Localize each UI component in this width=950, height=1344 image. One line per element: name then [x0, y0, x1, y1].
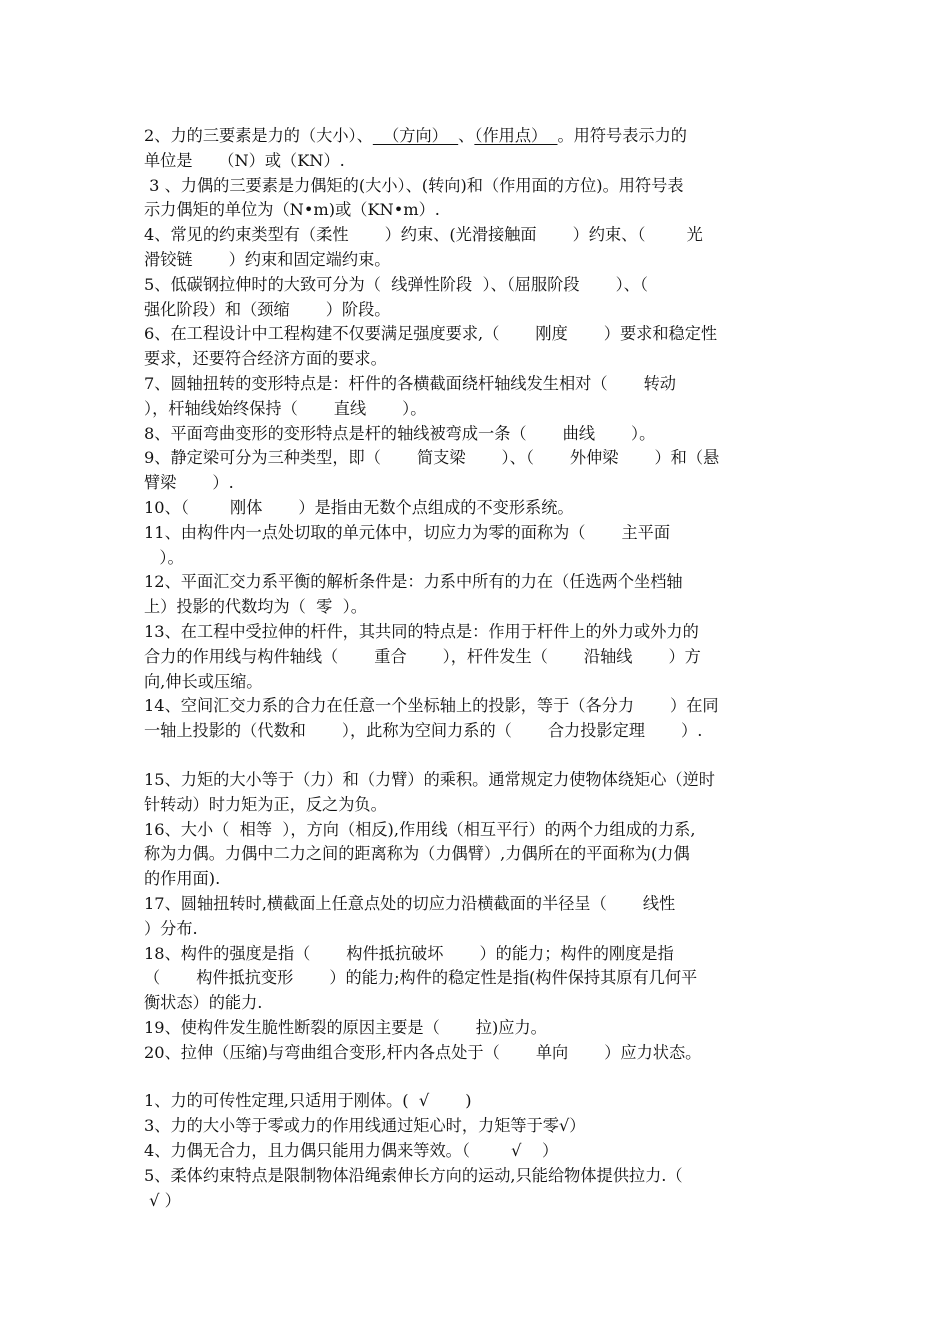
question-5-line-2: 强化阶段）和（颈缩 ）阶段。 [144, 299, 391, 319]
tf-item-4: 4、力偶无合力，且力偶只能用力偶来等效。（ √ ） [144, 1141, 559, 1161]
answer-direction: （方向） [372, 126, 459, 145]
question-15-line-2: 针转动）时力矩为正，反之为负。 [144, 794, 387, 814]
question-12-line-2: 上）投影的代数均为（ 零 ）。 [144, 597, 367, 617]
question-19-line-1: 19、使构件发生脆性断裂的原因主要是（ 拉)应力。 [144, 1017, 547, 1037]
question-11-line-2: ）。 [144, 547, 184, 567]
tf-item-3: 3、力的大小等于零或力的作用线通过矩心时，力矩等于零√） [144, 1116, 586, 1136]
question-10-line-1: 10、（ 刚体 ）是指由无数个点组成的不变形系统。 [144, 497, 574, 517]
question-6-line-2: 要求，还要符合经济方面的要求。 [144, 349, 387, 369]
document-page [144, 124, 824, 1213]
question-4-line-2: 滑铰链 ）约束和固定端约束。 [144, 249, 391, 269]
tf-item-1: 1、力的可传性定理,只适用于刚体。( √ ) [144, 1091, 472, 1111]
tf-item-5-line-1: 5、柔体约束特点是限制物体沿绳索伸长方向的运动,只能给物体提供拉力.（ [144, 1165, 683, 1185]
question-2-line-2: 单位是 （N）或（KN）. [144, 150, 345, 170]
question-11-line-1: 11、由构件内一点处切取的单元体中，切应力为零的面称为（ 主平面 [144, 522, 671, 542]
question-14-line-1: 14、空间汇交力系的合力在任意一个坐标轴上的投影，等于（各分力 ）在同 [144, 696, 719, 716]
question-16-line-3: 的作用面). [144, 869, 221, 889]
question-20-line-1: 20、拉伸（压缩)与弯曲组合变形,杆内各点处于（ 单向 ）应力状态。 [144, 1042, 702, 1062]
question-18-line-2: （ 构件抵抗变形 ）的能力;构件的稳定性是指(构件保持其原有几何平 [144, 968, 698, 988]
question-9-line-2: 臂梁 ）. [144, 473, 234, 493]
section-gap [144, 1065, 824, 1089]
question-8-line-1: 8、平面弯曲变形的变形特点是杆的轴线被弯成一条（ 曲线 ）。 [144, 423, 656, 443]
question-12-line-1: 12、平面汇交力系平衡的解析条件是：力系中所有的力在（任选两个坐档轴 [144, 572, 683, 592]
question-16-line-2: 称为力偶。力偶中二力之间的距离称为（力偶臂）,力偶所在的平面称为(力偶 [144, 844, 690, 864]
question-3-line-2: 示力偶矩的单位为（N•m)或（KN•m）. [144, 200, 440, 220]
question-13-line-3: 向,伸长或压缩。 [144, 671, 263, 691]
question-17-line-2: ）分布. [144, 918, 198, 938]
question-3-line-1: 3 、力偶的三要素是力偶矩的(大小）、(转向)和（作用面的方位)。用符号表 [144, 175, 684, 195]
question-5-line-1: 5、低碳钢拉伸时的大致可分为（ 线弹性阶段 ）、（屈服阶段 ）、（ [144, 274, 648, 294]
question-7-line-2: ），杆轴线始终保持（ 直线 ）。 [144, 398, 427, 418]
question-18-line-3: 衡状态）的能力. [144, 993, 263, 1013]
paragraph-gap [144, 744, 824, 768]
question-2-text: 2、力的三要素是力的（大小）、 [144, 126, 373, 145]
question-13-line-1: 13、在工程中受拉伸的杆件，其共同的特点是：作用于杆件上的外力或外力的 [144, 621, 699, 641]
answer-point-of-action: （作用点） [474, 126, 558, 145]
question-13-line-2: 合力的作用线与构件轴线（ 重合 ），杆件发生（ 沿轴线 ）方 [144, 646, 701, 666]
question-14-line-2: 一轴上投影的（代数和 ），此称为空间力系的（ 合力投影定理 ）. [144, 721, 703, 741]
question-17-line-1: 17、圆轴扭转时,横截面上任意点处的切应力沿横截面的半径呈（ 线性 [144, 893, 676, 913]
question-2-line-1 [144, 124, 824, 149]
question-7-line-1: 7、圆轴扭转的变形特点是：杆件的各横截面绕杆轴线发生相对（ 转动 [144, 373, 676, 393]
question-16-line-1: 16、大小（ 相等 ），方向（相反),作用线（相互平行）的两个力组成的力系, [144, 819, 696, 839]
question-18-line-1: 18、构件的强度是指（ 构件抵抗破坏 ）的能力；构件的刚度是指 [144, 943, 674, 963]
question-9-line-1: 9、静定梁可分为三种类型，即（ 简支梁 ）、（ 外伸梁 ）和（悬 [144, 448, 720, 468]
tf-item-5-line-2: √ ） [144, 1190, 181, 1210]
question-6-line-1: 6、在工程设计中工程构建不仅要满足强度要求,（ 刚度 ）要求和稳定性 [144, 324, 718, 344]
question-4-line-1: 4、常见的约束类型有（柔性 ）约束、(光滑接触面 ）约束、（ 光 [144, 225, 703, 245]
question-2-tail: 。用符号表示力的 [557, 126, 687, 145]
separator: 、 [458, 126, 475, 145]
question-15-line-1: 15、力矩的大小等于（力）和（力臂）的乘积。通常规定力使物体绕矩心（逆时 [144, 769, 715, 789]
